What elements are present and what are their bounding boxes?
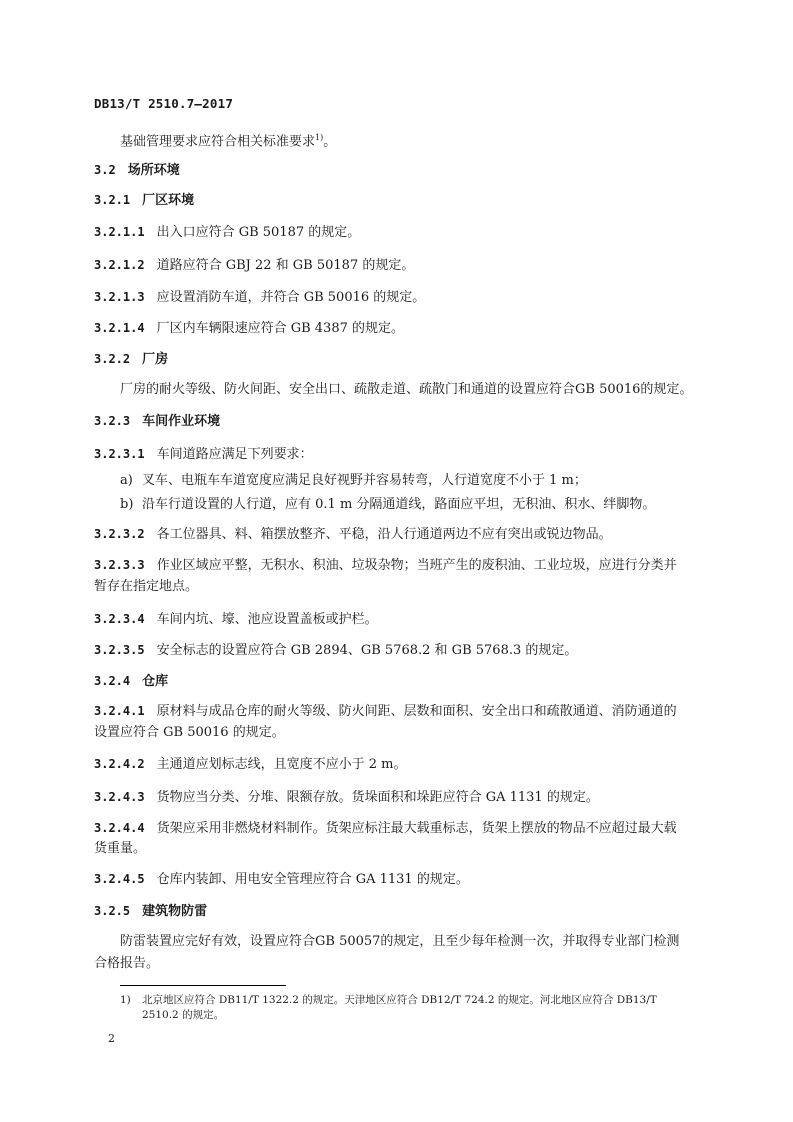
clause — [94, 446, 313, 463]
clause-text: 沿车行道设置的人行道，应有 0.1 m 分隔通道线，路面应平坦，无积油、积水、绊脚物。 — [142, 497, 656, 512]
clause-text: 厂区环境 — [142, 193, 195, 208]
clause — [94, 756, 406, 773]
clause-text: 叉车、电瓶车车道宽度应满足良好视野并容易转弯，人行道宽度不小于 1 m； — [142, 473, 587, 488]
continuation-line — [94, 579, 198, 595]
clause-number: 3.2.1.4 — [94, 321, 145, 335]
clause-number: 3.2.4.1 — [94, 704, 145, 718]
paragraph — [120, 382, 692, 398]
clause-text: 厂房 — [142, 352, 169, 367]
clause — [94, 257, 414, 274]
clause-number: 3.2.4.2 — [94, 757, 145, 771]
clause — [94, 820, 677, 837]
clause — [94, 289, 425, 306]
list-item — [120, 473, 587, 489]
footnote-continued — [142, 1008, 224, 1022]
clause-number: 3.2.4.3 — [94, 790, 145, 804]
continuation-line — [94, 841, 146, 857]
clause — [94, 703, 677, 720]
clause-text: 设置应符合 GB 50016 的规定。 — [94, 725, 285, 740]
clause — [94, 224, 360, 241]
clause-number: 3.2.1.3 — [94, 290, 145, 304]
clause-number: 3.2.3 — [94, 414, 131, 428]
section-heading — [94, 413, 220, 430]
clause-text: 货架应采用非燃烧材料制作。货架应标注最大载重标志，货架上摆放的物品不应超过最大载 — [156, 821, 677, 836]
section-heading — [94, 903, 207, 920]
clause-number: 3.2 — [94, 163, 116, 177]
footnote-line2: 2510.2 的规定。 — [142, 1009, 225, 1021]
clause — [94, 642, 577, 659]
section-heading — [94, 673, 168, 690]
intro-end: 。 — [323, 134, 337, 150]
clause-number: 3.2.5 — [94, 904, 131, 918]
clause-text: 作业区域应平整，无积水、积油、垃圾杂物；当班产生的废积油、工业垃圾，应进行分类并 — [156, 558, 677, 573]
clause-text: 厂区内车辆限速应符合 GB 4387 的规定。 — [156, 321, 404, 336]
clause-number: 3.2.3.4 — [94, 612, 145, 626]
list-item — [120, 497, 655, 513]
clause — [94, 526, 612, 543]
section-heading — [94, 162, 180, 179]
clause-text: 建筑物防雷 — [142, 904, 208, 919]
footnote — [120, 993, 657, 1007]
continuation-line — [94, 725, 285, 741]
clause-text: 仓库 — [142, 674, 169, 689]
clause — [94, 789, 599, 806]
clause-text: 暂存在指定地点。 — [94, 579, 199, 594]
clause-number: 3.2.1 — [94, 193, 131, 207]
clause — [94, 871, 469, 888]
document-header: DB13/T 2510.7—2017 — [94, 96, 234, 111]
continuation-line — [94, 956, 159, 972]
clause-text: 货重量。 — [94, 841, 147, 856]
clause-text: 合格报告。 — [94, 956, 160, 971]
clause-text: 防雷装置应完好有效，设置应符合GB 50057的规定，且至少每年检测一次，并取得专业部门检测 — [120, 934, 680, 949]
clause-number: 3.2.1.2 — [94, 258, 145, 272]
clause — [94, 557, 677, 574]
clause — [94, 611, 378, 628]
list-marker: a) — [120, 473, 133, 488]
clause-text: 仓库内装卸、用电安全管理应符合 GA 1131 的规定。 — [156, 872, 469, 887]
footnote-rule — [120, 985, 286, 986]
clause-number: 3.2.3.1 — [94, 447, 145, 461]
footnote-ref: 1) — [315, 133, 324, 142]
clause-text: 厂房的耐火等级、防火间距、安全出口、疏散走道、疏散门和通道的设置应符合GB 50016的规定。 — [120, 382, 693, 397]
clause — [94, 320, 404, 337]
section-heading — [94, 192, 194, 209]
footnote-mark: 1) — [120, 994, 131, 1006]
page-number: 2 — [108, 1032, 115, 1045]
clause-text: 道路应符合 GBJ 22 和 GB 50187 的规定。 — [156, 258, 415, 273]
clause-text: 车间作业环境 — [142, 414, 221, 429]
clause-text: 主通道应划标志线，且宽度不应小于 2 m。 — [156, 757, 407, 772]
clause-number: 3.2.3.3 — [94, 558, 145, 572]
clause-number: 3.2.4.5 — [94, 872, 145, 886]
clause-text: 原材料与成品仓库的耐火等级、防火间距、层数和面积、安全出口和疏散通道、消防通道的 — [156, 704, 677, 719]
intro-paragraph — [120, 130, 336, 150]
intro-text: 基础管理要求应符合相关标准要求 — [120, 134, 316, 150]
list-marker: b) — [120, 497, 134, 512]
clause-number: 3.2.2 — [94, 352, 131, 366]
clause-text: 货物应当分类、分堆、限额存放。货垛面积和垛距应符合 GA 1131 的规定。 — [156, 790, 599, 805]
paragraph — [120, 934, 679, 950]
clause-number: 3.2.4 — [94, 674, 131, 688]
clause-number: 3.2.3.5 — [94, 643, 145, 657]
section-heading — [94, 351, 168, 368]
clause-text: 出入口应符合 GB 50187 的规定。 — [156, 225, 361, 240]
clause-text: 车间内坑、壕、池应设置盖板或护栏。 — [156, 612, 378, 627]
clause-number: 3.2.3.2 — [94, 527, 145, 541]
clause-text: 车间道路应满足下列要求： — [156, 447, 313, 462]
clause-text: 场所环境 — [127, 163, 180, 178]
footnote-line1: 北京地区应符合 DB11/T 1322.2 的规定。天津地区应符合 DB12/T 724.2 的规定。河北地区应符合 DB13/T — [142, 994, 657, 1006]
clause-text: 应设置消防车道，并符合 GB 50016 的规定。 — [156, 290, 426, 305]
clause-text: 各工位器具、料、箱摆放整齐、平稳，沿人行通道两边不应有突出或锐边物品。 — [156, 527, 612, 542]
clause-number: 3.2.4.4 — [94, 821, 145, 835]
clause-number: 3.2.1.1 — [94, 225, 145, 239]
clause-text: 安全标志的设置应符合 GB 2894、GB 5768.2 和 GB 5768.3 的规定。 — [156, 643, 578, 658]
